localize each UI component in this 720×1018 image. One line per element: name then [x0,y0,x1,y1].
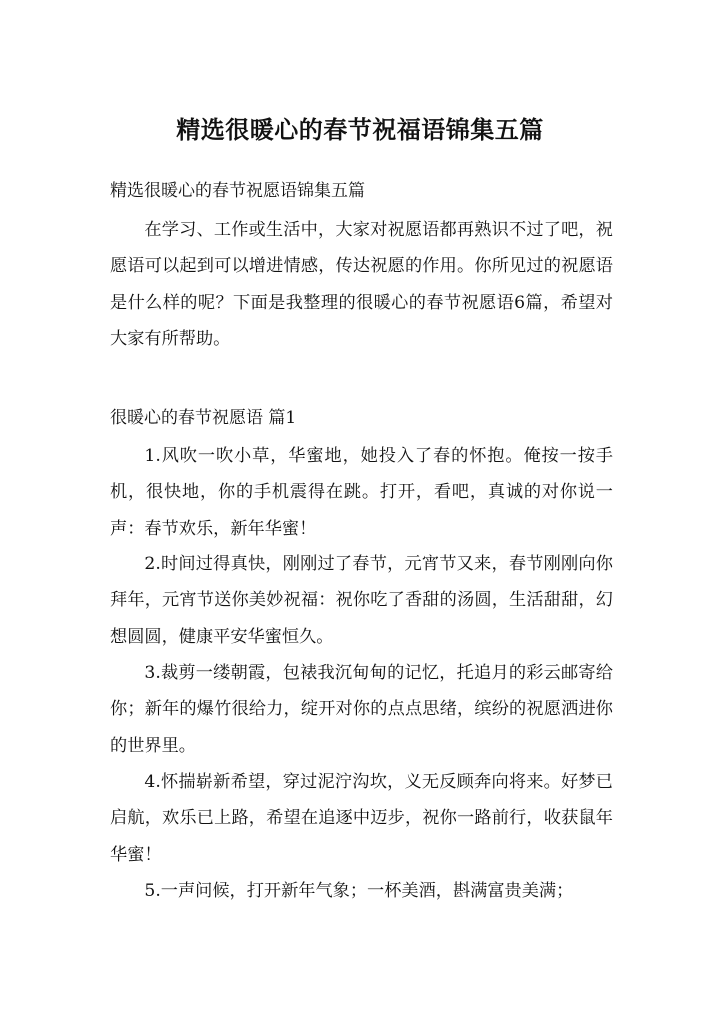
greeting-item-1: 1.风吹一吹小草，华蜜地，她投入了春的怀抱。俺按一按手机，很快地，你的手机震得在跳。打开，看吧，真诚的对你说一声：春节欢乐，新年华蜜！ [110,446,613,539]
greeting-item-4: 4.怀揣崭新希望，穿过泥泞沟坎，义无反顾奔向将来。好梦已启航，欢乐已上路，希望在追逐中迈步，祝你一路前行，收获鼠年华蜜！ [110,772,613,865]
section-heading: 很暖心的春节祝愿语 篇1 [110,408,297,428]
greeting-item-5: 5.一声问候，打开新年气象；一杯美酒，斟满富贵美满； [144,881,574,901]
intro-paragraph: 在学习、工作或生活中，大家对祝愿语都再熟识不过了吧，祝愿语可以起到可以增进情感，传达祝愿的作用。你所见过的祝愿语是什么样的呢？下面是我整理的很暖心的春节祝愿语6篇，希望对大家有所帮助。 [110,220,613,349]
document-title: 精选很暖心的春节祝福语锦集五篇 [176,115,544,144]
greeting-item-3: 3.裁剪一缕朝霞，包裱我沉甸甸的记忆，托追月的彩云邮寄给你；新年的爆竹很给力，绽开对你的点点思绪，缤纷的祝愿洒进你的世界里。 [110,663,613,756]
greeting-item-2: 2.时间过得真快，刚刚过了春节，元宵节又来，春节刚刚向你拜年，元宵节送你美妙祝福：祝你吃了香甜的汤圆，生活甜甜，幻想圆圆，健康平安华蜜恒久。 [110,554,613,647]
document-subtitle: 精选很暖心的春节祝愿语锦集五篇 [110,181,365,201]
